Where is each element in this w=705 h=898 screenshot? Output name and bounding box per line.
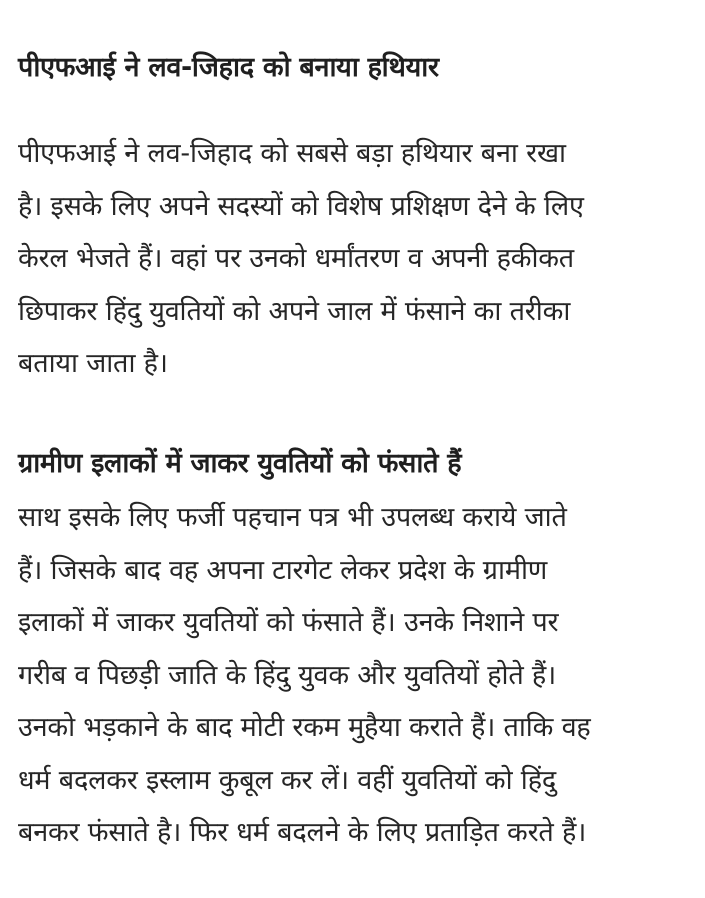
paragraph-line: साथ इसके लिए फर्जी पहचान पत्र भी उपलब्ध कराये जाते (18, 502, 567, 533)
paragraph-line: केरल भेजते हैं। वहां पर उनको धर्मांतरण व अपनी हकीकत (18, 243, 574, 274)
paragraph-line: पीएफआई ने लव-जिहाद को सबसे बड़ा हथियार बना रखा (18, 138, 566, 169)
section-heading-rural-areas: ग्रामीण इलाकों में जाकर युवतियों को फंसाते हैं (18, 448, 462, 479)
paragraph-line: गरीब व पिछड़ी जाति के हिंदु युवक और युवतियों होते हैं। (18, 659, 557, 691)
paragraph-line: इलाकों में जाकर युवतियों को फंसाते हैं। उनके निशाने पर (18, 607, 559, 638)
paragraph-line: हैं। जिसके बाद वह अपना टारगेट लेकर प्रदेश के ग्रामीण (18, 554, 548, 586)
paragraph-line: है। इसके लिए अपने सदस्यों को विशेष प्रशिक्षण देने के लिए (18, 190, 584, 222)
paragraph-line: बताया जाता है। (18, 348, 168, 379)
paragraph-line: उनको भड़काने के बाद मोटी रकम मुहैया कराते हैं। ताकि वह (18, 712, 591, 743)
section-heading-pfi-love-jihad: पीएफआई ने लव-जिहाद को बनाया हथियार (18, 52, 439, 83)
paragraph-line: बनकर फंसाते है। फिर धर्म बदलने के लिए प्रताड़ित करते हैं। (18, 817, 587, 848)
paragraph-line: छिपाकर हिंदु युवतियों को अपने जाल में फंसाने का तरीका (18, 295, 571, 327)
section-paragraph-1 (18, 128, 690, 391)
paragraph-line: धर्म बदलकर इस्लाम कुबूल कर लें। वहीं युवतियों को हिंदु (18, 764, 557, 796)
section-paragraph-2 (18, 492, 690, 860)
